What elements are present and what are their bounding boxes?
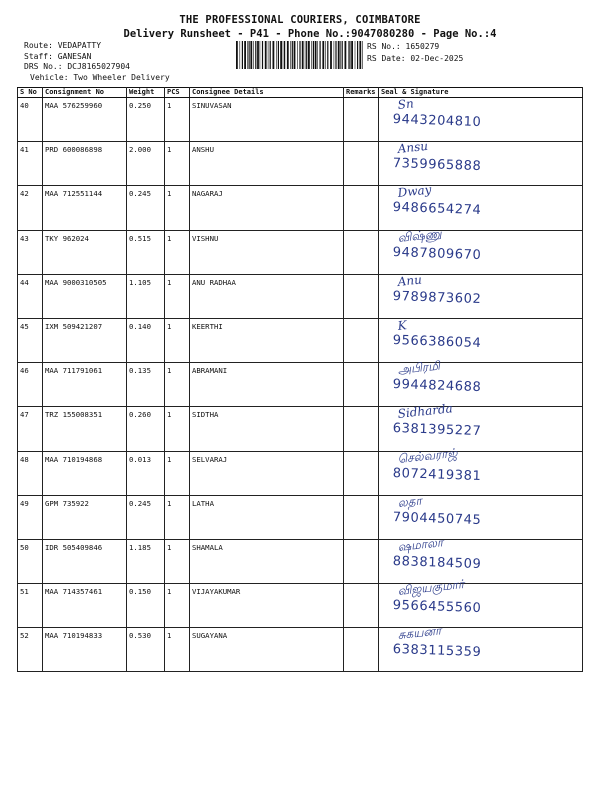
- barcode-bar: [348, 41, 349, 69]
- barcode-bar: [247, 41, 248, 69]
- barcode-bar: [284, 41, 285, 69]
- barcode-bar: [255, 41, 256, 69]
- weight-cell: 0.530: [127, 628, 165, 672]
- pieces-cell: 1: [165, 318, 190, 362]
- barcode-bar: [320, 41, 321, 69]
- barcode-bar: [268, 41, 269, 69]
- consignment-cell: MAA 710194833: [43, 628, 127, 672]
- handwritten-phone: 9486654274: [392, 200, 482, 219]
- consignee-cell: VIJAYAKUMAR: [190, 584, 344, 628]
- serial-cell: 50: [18, 539, 43, 583]
- consignee-cell: SIDTHA: [190, 407, 344, 451]
- barcode-bar: [322, 41, 324, 69]
- table-row: [18, 186, 583, 230]
- vehicle-label: Vehicle: Two Wheeler Delivery: [30, 72, 170, 82]
- barcode-bar: [311, 41, 312, 69]
- remarks-cell: [344, 363, 379, 407]
- handwritten-signature: Sn: [397, 96, 415, 112]
- handwritten-phone: 9443204810: [392, 112, 482, 131]
- column-header: Consignee Details: [190, 88, 344, 98]
- consignee-cell: ANSHU: [190, 142, 344, 186]
- consignment-cell: MAA 714357461: [43, 584, 127, 628]
- signature-cell: [379, 182, 583, 230]
- staff-label: Staff: GANESAN: [24, 51, 92, 61]
- table-row: [18, 451, 583, 495]
- barcode-bar: [342, 41, 343, 69]
- remarks-cell: [344, 274, 379, 318]
- barcode-bar: [265, 41, 267, 69]
- handwritten-signature: ஷமாலா: [397, 535, 444, 554]
- barcode-bar: [299, 41, 300, 69]
- weight-cell: 1.185: [127, 539, 165, 583]
- serial-cell: 46: [18, 363, 43, 407]
- column-header: PCS: [165, 88, 190, 98]
- consignee-cell: KEERTHI: [190, 318, 344, 362]
- remarks-cell: [344, 584, 379, 628]
- runsheet-meta-left: [24, 41, 170, 83]
- consignee-cell: SELVARAJ: [190, 451, 344, 495]
- table-row: [18, 318, 583, 362]
- table-row: [18, 495, 583, 539]
- remarks-cell: [344, 142, 379, 186]
- remarks-cell: [344, 451, 379, 495]
- signature-cell: [379, 225, 583, 274]
- signature-cell: [379, 401, 583, 451]
- table-row: [18, 628, 583, 672]
- barcode-bar: [334, 41, 335, 69]
- barcode-bar: [317, 41, 318, 69]
- pieces-cell: 1: [165, 274, 190, 318]
- handwritten-phone: 8072419381: [392, 465, 482, 484]
- weight-cell: 0.150: [127, 584, 165, 628]
- consignment-cell: MAA 576259960: [43, 98, 127, 142]
- remarks-cell: [344, 407, 379, 451]
- consignment-cell: MAA 710194868: [43, 451, 127, 495]
- signature-cell: [379, 139, 583, 186]
- barcode-bar: [355, 41, 356, 69]
- handwritten-phone: 9566386054: [392, 332, 482, 352]
- handwritten-signature: லதா: [397, 493, 423, 510]
- barcode-bar: [330, 41, 332, 69]
- column-header: S No: [18, 88, 43, 98]
- handwritten-signature: விஜயகுமார்: [397, 577, 465, 598]
- signature-cell: [379, 274, 583, 318]
- remarks-cell: [344, 539, 379, 583]
- barcode-bar: [273, 41, 275, 69]
- handwritten-signature: அபிரமி: [397, 358, 441, 378]
- barcode-bar: [278, 41, 279, 69]
- table-row: [18, 363, 583, 407]
- pieces-cell: 1: [165, 98, 190, 142]
- remarks-cell: [344, 98, 379, 142]
- consignee-cell: NAGARAJ: [190, 186, 344, 230]
- barcode-bar: [244, 41, 246, 69]
- weight-cell: 2.000: [127, 142, 165, 186]
- pieces-cell: 1: [165, 186, 190, 230]
- barcode-bar: [260, 41, 261, 69]
- serial-cell: 45: [18, 318, 43, 362]
- barcode-bar: [253, 41, 254, 69]
- barcode-bar: [357, 41, 358, 69]
- remarks-cell: [344, 628, 379, 672]
- serial-cell: 47: [18, 407, 43, 451]
- pieces-cell: 1: [165, 230, 190, 274]
- barcode-bar: [250, 41, 252, 69]
- serial-cell: 43: [18, 230, 43, 274]
- barcode: [236, 41, 364, 69]
- table-row: [18, 407, 583, 451]
- handwritten-signature: Anu: [397, 272, 423, 289]
- table-row: [18, 98, 583, 142]
- barcode-bar: [240, 41, 241, 69]
- pieces-cell: 1: [165, 539, 190, 583]
- barcode-bar: [327, 41, 328, 69]
- signature-cell: [379, 623, 583, 672]
- handwritten-phone: 6383115359: [392, 642, 482, 661]
- serial-cell: 40: [18, 98, 43, 142]
- weight-cell: 0.515: [127, 230, 165, 274]
- handwritten-phone: 7904450745: [392, 509, 482, 528]
- weight-cell: 0.250: [127, 98, 165, 142]
- consignee-cell: SINUVASAN: [190, 98, 344, 142]
- barcode-bar: [325, 41, 326, 69]
- consignee-cell: ABRAMANI: [190, 363, 344, 407]
- barcode-bar: [270, 41, 271, 69]
- weight-cell: 0.013: [127, 451, 165, 495]
- barcode-bar: [305, 41, 306, 69]
- handwritten-phone: 8838184509: [392, 553, 482, 572]
- serial-cell: 48: [18, 451, 43, 495]
- signature-cell: [379, 318, 583, 362]
- drs-number: DRS No.: DCJ8165027904: [24, 62, 130, 71]
- barcode-bar: [349, 41, 350, 69]
- pieces-cell: 1: [165, 495, 190, 539]
- table-row: [18, 142, 583, 186]
- rs-number: RS No.: 1650279: [367, 42, 440, 51]
- barcode-bar: [351, 41, 353, 69]
- consignee-cell: SHAMALA: [190, 539, 344, 583]
- runsheet-meta-right: [367, 41, 463, 65]
- remarks-cell: [344, 230, 379, 274]
- handwritten-signature: Ansu: [397, 139, 429, 157]
- consignment-cell: MAA 712551144: [43, 186, 127, 230]
- consignment-cell: MAA 711791061: [43, 363, 127, 407]
- route-label: Route: VEDAPATTY: [24, 41, 102, 50]
- handwritten-signature: K: [397, 318, 408, 333]
- barcode-bar: [315, 41, 317, 69]
- table-row: [18, 230, 583, 274]
- barcode-bar: [236, 41, 238, 69]
- rs-date: RS Date: 02-Dec-2025: [367, 54, 464, 63]
- remarks-cell: [344, 495, 379, 539]
- barcode-bar: [306, 41, 307, 69]
- consignment-cell: IXM 509421207: [43, 318, 127, 362]
- signature-cell: [379, 535, 583, 583]
- handwritten-signature: Sidharda: [397, 401, 454, 422]
- consignee-cell: VISHNU: [190, 230, 344, 274]
- barcode-bar: [340, 41, 341, 69]
- barcode-bar: [308, 41, 310, 69]
- remarks-cell: [344, 318, 379, 362]
- serial-cell: 44: [18, 274, 43, 318]
- barcode-bar: [262, 41, 263, 69]
- handwritten-signature: Dway: [397, 182, 433, 201]
- barcode-bar: [257, 41, 259, 69]
- handwritten-phone: 6381395227: [392, 421, 482, 440]
- pieces-cell: 1: [165, 363, 190, 407]
- barcode-bar: [338, 41, 340, 69]
- column-header: Remarks: [344, 88, 379, 98]
- consignment-cell: TKY 962024: [43, 230, 127, 274]
- weight-cell: 0.260: [127, 407, 165, 451]
- weight-cell: 1.105: [127, 274, 165, 318]
- pieces-cell: 1: [165, 142, 190, 186]
- barcode-bar: [345, 41, 347, 69]
- handwritten-phone: 9487809670: [392, 244, 482, 263]
- consignee-cell: ANU RADHAA: [190, 274, 344, 318]
- pieces-cell: 1: [165, 407, 190, 451]
- handwritten-phone: 9566455560: [392, 598, 482, 617]
- signature-cell: [379, 445, 583, 495]
- consignment-cell: PRD 600086898: [43, 142, 127, 186]
- barcode-bar: [290, 41, 291, 69]
- barcode-bar: [287, 41, 289, 69]
- table-row: [18, 539, 583, 583]
- consignment-cell: TRZ 155008351: [43, 407, 127, 451]
- handwritten-phone: 7359965888: [392, 156, 482, 175]
- barcode-bar: [302, 41, 304, 69]
- serial-cell: 42: [18, 186, 43, 230]
- pieces-cell: 1: [165, 628, 190, 672]
- weight-cell: 0.245: [127, 495, 165, 539]
- column-header: Weight: [127, 88, 165, 98]
- barcode-bar: [313, 41, 314, 69]
- delivery-table: [17, 87, 583, 672]
- consignee-cell: SUGAYANA: [190, 628, 344, 672]
- consignment-cell: MAA 9000310505: [43, 274, 127, 318]
- table-row: [18, 584, 583, 628]
- signature-cell: [379, 358, 583, 407]
- remarks-cell: [344, 186, 379, 230]
- weight-cell: 0.135: [127, 363, 165, 407]
- serial-cell: 51: [18, 584, 43, 628]
- weight-cell: 0.245: [127, 186, 165, 230]
- consignment-cell: GPM 735922: [43, 495, 127, 539]
- barcode-bar: [280, 41, 282, 69]
- pieces-cell: 1: [165, 451, 190, 495]
- handwritten-signature: விஷ்ணு: [397, 225, 443, 245]
- runsheet-title: THE PROFESSIONAL COURIERS, COIMBATORE: [179, 14, 421, 26]
- signature-cell: [379, 98, 583, 142]
- barcode-bar: [335, 41, 336, 69]
- consignee-cell: LATHA: [190, 495, 344, 539]
- barcode-bar: [276, 41, 277, 69]
- barcode-bar: [292, 41, 293, 69]
- pieces-cell: 1: [165, 584, 190, 628]
- barcode-bar: [362, 41, 363, 69]
- signature-cell: [379, 577, 583, 628]
- handwritten-signature: செல்வராஜ்: [397, 445, 459, 466]
- barcode-bar: [283, 41, 284, 69]
- runsheet-subtitle: Delivery Runsheet - P41 - Phone No.:9047080280 - Page No.:4: [123, 28, 497, 40]
- weight-cell: 0.140: [127, 318, 165, 362]
- barcode-bar: [294, 41, 296, 69]
- barcode-bar: [242, 41, 243, 69]
- handwritten-phone: 9789873602: [392, 288, 482, 307]
- serial-cell: 49: [18, 495, 43, 539]
- column-header: Consignment No: [43, 88, 127, 98]
- table-header-row: [18, 88, 583, 98]
- handwritten-signature: சுகயனா: [397, 623, 442, 643]
- table-row: [18, 274, 583, 318]
- column-header: Seal & Signature: [379, 88, 583, 98]
- signature-cell: [379, 495, 583, 539]
- consignment-cell: IDR 505409846: [43, 539, 127, 583]
- barcode-bar: [297, 41, 298, 69]
- serial-cell: 41: [18, 142, 43, 186]
- serial-cell: 52: [18, 628, 43, 672]
- handwritten-phone: 9944824688: [392, 377, 482, 396]
- barcode-bar: [359, 41, 361, 69]
- barcode-bar: [249, 41, 250, 69]
